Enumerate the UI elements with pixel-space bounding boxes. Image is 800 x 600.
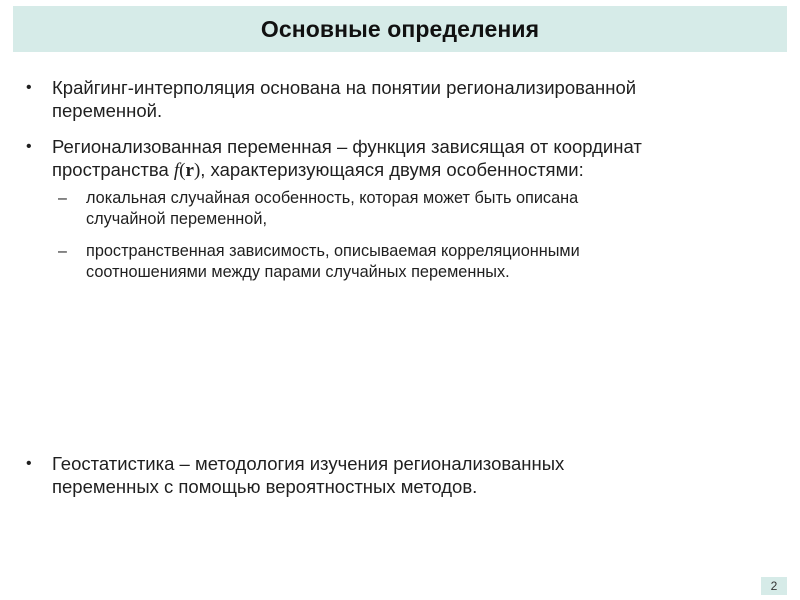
bullet-line: Регионализованная переменная – функция зависящая от координат — [52, 136, 642, 157]
bullet-marker: • — [26, 138, 32, 155]
sub-bullet-line: случайной переменной, — [86, 210, 267, 228]
formula-f-of-r — [174, 160, 200, 181]
slide-title: Основные определения — [260, 15, 540, 42]
bullet-regionalized-variable — [26, 135, 772, 182]
page-number-badge: 2 — [761, 577, 787, 595]
bullet-line: переменных с помощью вероятностных методов. — [52, 476, 478, 497]
formula-paren-close: ) — [193, 160, 201, 181]
sub-bullet-line: локальная случайная особенность, которая может быть описана — [86, 189, 579, 207]
sub-bullet-line: пространственная зависимость, описываемая корреляционными — [86, 242, 580, 260]
formula-f: f — [173, 160, 180, 181]
bullet-line: Геостатистика – методология изучения регионализованных — [52, 453, 565, 474]
bullet-geostatistics — [26, 452, 772, 498]
bullet-text: пространства — [52, 159, 169, 180]
bullet-marker: • — [26, 79, 32, 96]
bullet-text: , характеризующаяся двумя особенностями: — [200, 159, 584, 180]
formula-r-vector: r — [185, 160, 194, 181]
dash-marker: – — [58, 190, 67, 207]
formula-paren-open: ( — [179, 160, 186, 181]
sub-bullet-line: соотношениями между парами случайных переменных. — [86, 263, 510, 281]
bullet-marker: • — [26, 455, 32, 472]
sub-bullet-local-random — [58, 188, 746, 230]
dash-marker: – — [58, 243, 67, 260]
bullet-line: переменной. — [52, 100, 163, 121]
bullet-kriging-definition — [26, 76, 772, 122]
bullet-line: Крайгинг-интерполяция основана на понятии регионализированной — [52, 77, 637, 98]
sub-bullet-spatial-dependence — [58, 241, 746, 283]
bullet-line-with-formula — [52, 158, 772, 182]
